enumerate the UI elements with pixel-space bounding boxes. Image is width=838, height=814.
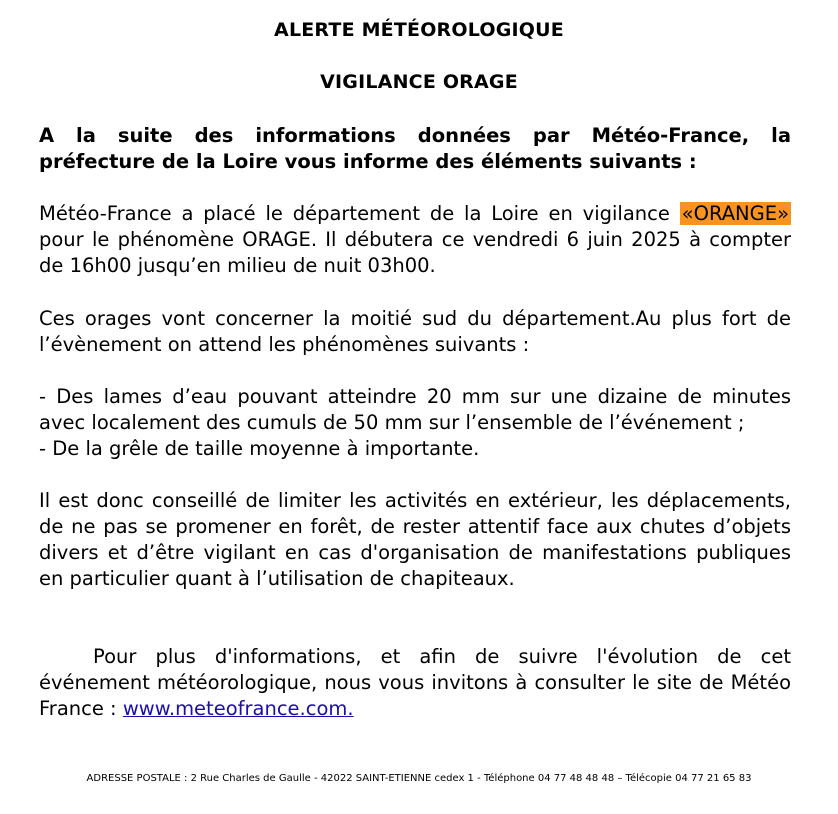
vigilance-level-badge: «ORANGE»: [681, 202, 789, 225]
phenomena-list: [39, 384, 791, 462]
list-item: - De la grêle de taille moyenne à importante.: [39, 437, 480, 460]
intro-paragraph: A la suite des informations données par Météo-France, la préfecture de la Loire vous informe des éléments suivants :: [39, 124, 791, 173]
info-paragraph: [39, 644, 791, 722]
scope-paragraph: Ces orages vont concerner la moitié sud du département.Au plus fort de l’évènement on attend les phénomènes suivants :: [39, 307, 791, 356]
vigilance-text-before: Météo-France a placé le département de la Loire en vigilance: [39, 202, 680, 225]
list-item: - Des lames d’eau pouvant atteindre 20 mm sur une dizaine de minutes avec localement des cumuls de 50 mm sur l’ensemble de l’événement ;: [39, 385, 791, 434]
advice-paragraph: Il est donc conseillé de limiter les activités en extérieur, les déplacements, de ne pas se promener en forêt, de rester attentif face aux chutes d’objets divers et d’être vigilant en cas d'organisation de manifestations publiques en particulier quant à l’utilisation de chapiteaux.: [39, 489, 791, 590]
document-subtitle: VIGILANCE ORAGE: [320, 71, 518, 93]
vigilance-text-after: pour le phénomène ORAGE. Il débutera ce vendredi 6 juin 2025 à compter de 16h00 jusqu’en milieu de nuit 03h00.: [39, 228, 791, 277]
footer-address: ADRESSE POSTALE : 2 Rue Charles de Gaulle - 42022 SAINT-ETIENNE cedex 1 - Téléphone 04 77 48 48 48 – Télécopie 04 77 21 65 83: [86, 773, 752, 784]
vigilance-paragraph: [39, 201, 791, 279]
meteofrance-link[interactable]: www.meteofrance.com.: [122, 697, 354, 720]
info-text: Pour plus d'informations, et afin de suivre l'évolution de cet événement météorologique, nous vous invitons à consulter le site de Météo France :: [39, 645, 791, 720]
document-title: ALERTE MÉTÉOROLOGIQUE: [274, 19, 564, 41]
